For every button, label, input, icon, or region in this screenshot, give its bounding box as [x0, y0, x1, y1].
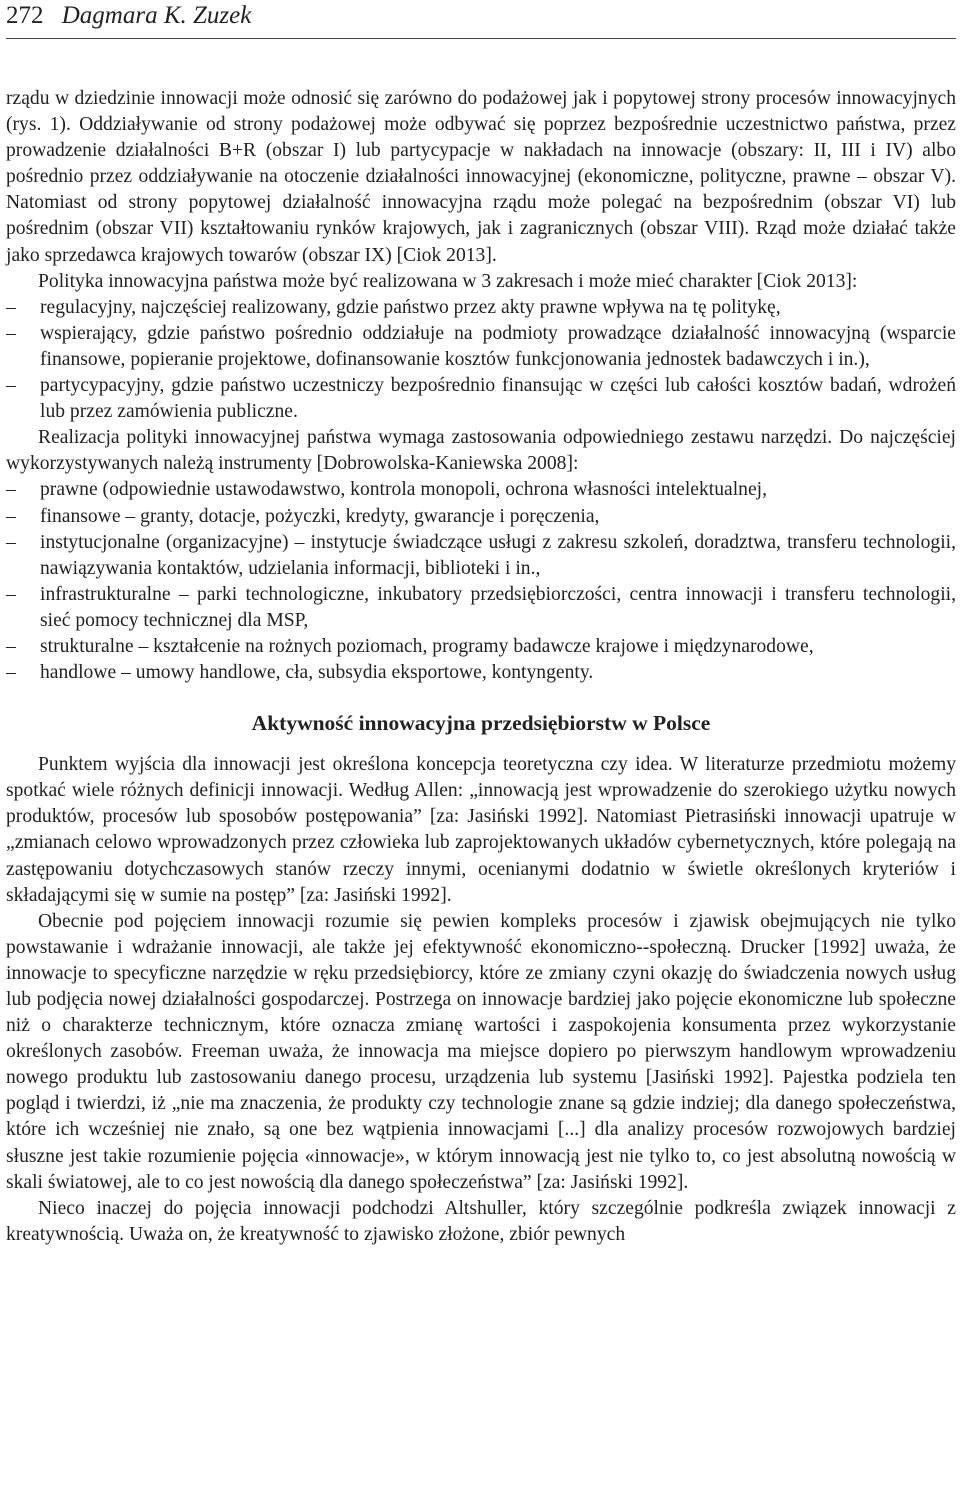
list-dash: –: [6, 531, 16, 553]
list-dash: –: [6, 296, 16, 318]
list-dash: –: [6, 505, 16, 527]
paragraph-2: Polityka innowacyjna państwa może być realizowana w 3 zakresach i może mieć charakter [Ciok 2013]:: [38, 270, 858, 292]
list-item-text: prawne (odpowiednie ustawodawstwo, kontrola monopoli, ochrona własności intelektualnej,: [40, 479, 767, 501]
body-text: [6, 86, 956, 1248]
list-item: [6, 582, 956, 634]
list-item: [6, 321, 956, 373]
paragraph-6: Nieco inaczej do pojęcia innowacji podchodzi Altshuller, który szczególnie podkreśla związek innowacji z kreatywnością. Uważa on, że kreatywność to zjawisko złożone, zbiór pewnych: [6, 1197, 956, 1245]
list-dash: –: [6, 375, 16, 397]
author-name: Dagmara K. Zuzek: [61, 2, 252, 29]
paragraph-5: Obecnie pod pojęciem innowacji rozumie się pewien kompleks procesów i zjawisk obejmujących nie tylko powstawanie i wdrażanie innowacji, ale także jej efektywność ekonomiczno--społeczną. Drucker [1992] uważa, że innowacje to specyficzne narzędzie w ręku przedsiębiorcy, które ze zmiany czyni okazję do świadczenia nowych usług lub podjęcia nowej działalności gospodarczej. Postrzega on innowacje bardziej jako pojęcie ekonomiczne lub społeczne niż o charakterze technicznym, które oznacza zmianę wartości i zaspokojenia konsumenta przez wykorzystanie określonych zasobów. Freeman uważa, że innowacja ma miejsce dopiero po pierwszym handlowym wprowadzeniu nowego produktu lub zastosowaniu danego procesu, urządzenia lub systemu [Jasiński 1992]. Pajestka podziela ten pogląd i twierdzi, iż „nie ma znaczenia, że produkty czy technologie znane są gdzie indziej; dla danego społeczeństwa, które ich wcześniej nie znało, są one bez wątpienia innowacjami [...] dla analizy procesów rozwojowych bardziej słuszne jest takie rozumienie pojęcia «innowacje», w którym innowacją jest nie tylko to, co jest absolutną nowością w skali światowej, ale to co jest nowością dla danego społeczeństwa” [za: Jasiński 1992].: [6, 910, 956, 1193]
list-item-text: regulacyjny, najczęściej realizowany, gdzie państwo przez akty prawne wpływa na tę politykę,: [40, 296, 781, 318]
paragraph-4: Punktem wyjścia dla innowacji jest określona koncepcja teoretyczna czy idea. W literaturze przedmiotu możemy spotkać wiele różnych definicji innowacji. Według Allen: „innowacją jest wprowadzenie do szerokiego użytku nowych produktów, procesów lub sposobów postępowania” [za: Jasiński 1992]. Natomiast Pietrasiński innowacji upatruje w „zmianach celowo wprowadzonych przez człowieka lub zaprojektowanych układów cybernetycznych, które polegają na zastępowaniu dotychczasowych stanów rzeczy innymi, ocenianymi dodatnio w świetle określonych kryteriów i składającymi się w sumie na postęp” [za: Jasiński 1992].: [6, 754, 956, 906]
paragraph-1: rządu w dziedzinie innowacji może odnosić się zarówno do podażowej jak i popytowej strony procesów innowacyjnych (rys. 1). Oddziaływanie od strony podażowej może odbywać się poprzez bezpośrednie uczestnictwo państwa, przez prowadzenie działalności B+R (obszar I) lub partycypacje w nakładach na innowacje (obszary: II, III i IV) albo pośrednio przez oddziaływanie na otoczenie działalności innowacyjnej (ekonomiczne, polityczne, prawne – obszar V). Natomiast od strony popytowej działalność innowacyjna rządu może polegać na bezpośrednim (obszar VI) lub pośrednim (obszar VII) kształtowaniu rynków krajowych, jak i zagranicznych (obszar VIII). Rząd może działać także jako sprzedawca krajowych towarów (obszar IX) [Ciok 2013].: [6, 88, 956, 266]
list-item-text: instytucjonalne (organizacyjne) – instytucje świadczące usługi z zakresu szkoleń, doradztwa, transferu technologii, nawiązywania kontaktów, udzielania informacji, biblioteki i in.,: [40, 531, 956, 579]
header-rule: [6, 38, 956, 39]
list-item: [6, 373, 956, 425]
list-item: [6, 295, 956, 321]
list-dash: –: [6, 583, 16, 605]
list-item-text: partycypacyjny, gdzie państwo uczestniczy bezpośrednio finansując w części lub całości kosztów badań, wdrożeń lub przez zamówienia publiczne.: [40, 375, 956, 423]
list-dash: –: [6, 479, 16, 501]
policy-character-list: [6, 295, 956, 425]
list-item-text: wspierający, gdzie państwo pośrednio oddziałuje na podmioty prowadzące działalność innowacyjną (wsparcie finansowe, popieranie projektowe, dofinansowanie kosztów funkcjonowania jednostek badawczych i in.),: [40, 322, 956, 370]
list-item-text: finansowe – granty, dotacje, pożyczki, kredyty, gwarancje i poręczenia,: [40, 505, 600, 527]
list-item-text: strukturalne – kształcenie na rożnych poziomach, programy badawcze krajowe i międzynarodowe,: [40, 635, 814, 657]
paragraph-3: Realizacja polityki innowacyjnej państwa wymaga zastosowania odpowiedniego zestawu narzędzi. Do najczęściej wykorzystywanych należą instrumenty [Dobrowolska-Kaniewska 2008]:: [6, 427, 956, 475]
list-item: [6, 660, 956, 686]
instruments-list: [6, 477, 956, 686]
list-dash: –: [6, 322, 16, 344]
list-item-text: infrastrukturalne – parki technologiczne, inkubatory przedsiębiorczości, centra innowacji i transferu technologii, sieć pomocy technicznej dla MSP,: [40, 583, 956, 631]
page-number: 272: [6, 2, 44, 29]
list-dash: –: [6, 662, 16, 684]
running-head: [6, 2, 251, 30]
list-item-text: handlowe – umowy handlowe, cła, subsydia eksportowe, kontyngenty.: [40, 662, 594, 684]
section-heading: Aktywność innowacyjna przedsiębiorstw w Polsce: [251, 711, 711, 736]
list-item: [6, 634, 956, 660]
list-item: [6, 504, 956, 530]
list-item: [6, 477, 956, 503]
list-item: [6, 530, 956, 582]
list-dash: –: [6, 635, 16, 657]
